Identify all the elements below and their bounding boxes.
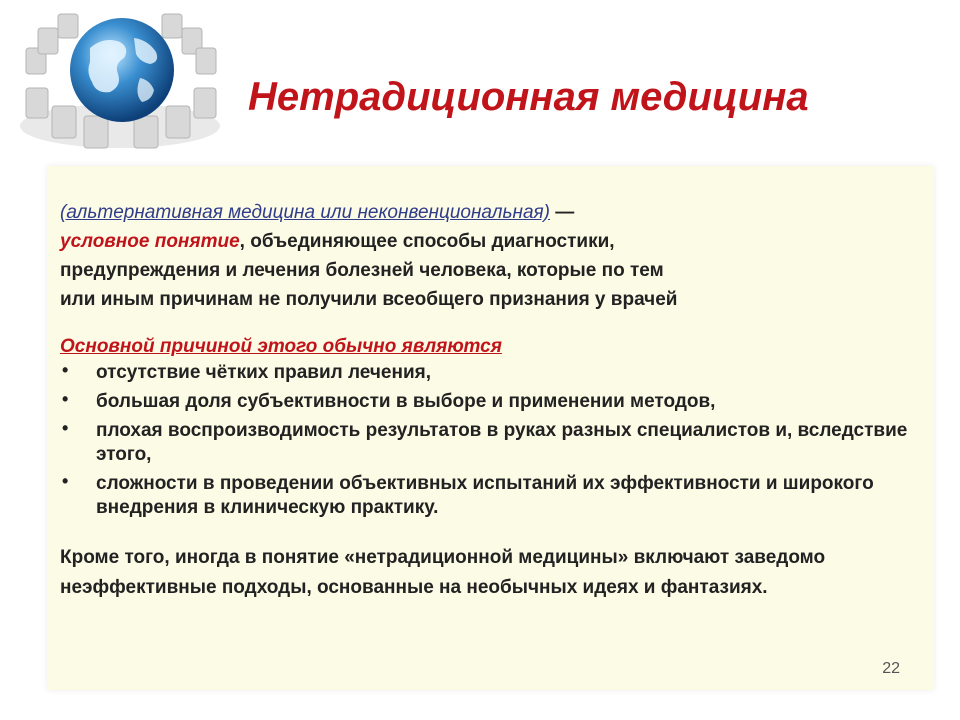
bullet-icon: • [62, 471, 69, 491]
list-item [60, 419, 922, 467]
slide-body [60, 198, 922, 603]
reason-text: большая доля субъективности в выборе и применении методов, [96, 391, 716, 412]
bullet-icon: • [62, 360, 69, 380]
definition-line-1 [60, 198, 922, 227]
definition-text-1: , объединяющее способы диагностики, [239, 231, 615, 252]
definition-line-2 [60, 227, 922, 256]
reasons-list [60, 361, 922, 520]
reasons-heading-text: Основной причиной этого обычно являются [60, 336, 502, 357]
list-item [60, 390, 922, 414]
slide-title: Нетрадиционная медицина [248, 75, 809, 119]
conditional-concept-term: условное понятие [60, 231, 240, 252]
reason-text: отсутствие чётких правил лечения, [96, 362, 432, 383]
bullet-icon: • [62, 389, 69, 409]
closing-paragraph: Кроме того, иногда в понятие «нетрадиционной медицины» включают заведомо неэффективные подходы, основанные на необычных идеях и фантазиях. [60, 547, 826, 598]
globe-with-chairs-icon [12, 8, 232, 158]
page-number: 22 [882, 660, 900, 677]
definition-line-3: предупреждения и лечения болезней человека, которые по тем [60, 260, 664, 281]
alt-term-link[interactable]: (альтернативная медицина или неконвенциональная) [60, 202, 550, 223]
list-item [60, 361, 922, 385]
definition-line-4: или иным причинам не получили всеобщего признания у врачей [60, 289, 678, 310]
bullet-icon: • [62, 418, 69, 438]
reason-text: сложности в проведении объективных испытаний их эффективности и широкого внедрения в клиническую практику. [96, 473, 874, 518]
list-item [60, 472, 922, 520]
reason-text: плохая воспроизводимость результатов в руках разных специалистов и, вследствие этого, [96, 420, 908, 465]
dash: — [550, 202, 575, 223]
reasons-heading [60, 332, 922, 361]
